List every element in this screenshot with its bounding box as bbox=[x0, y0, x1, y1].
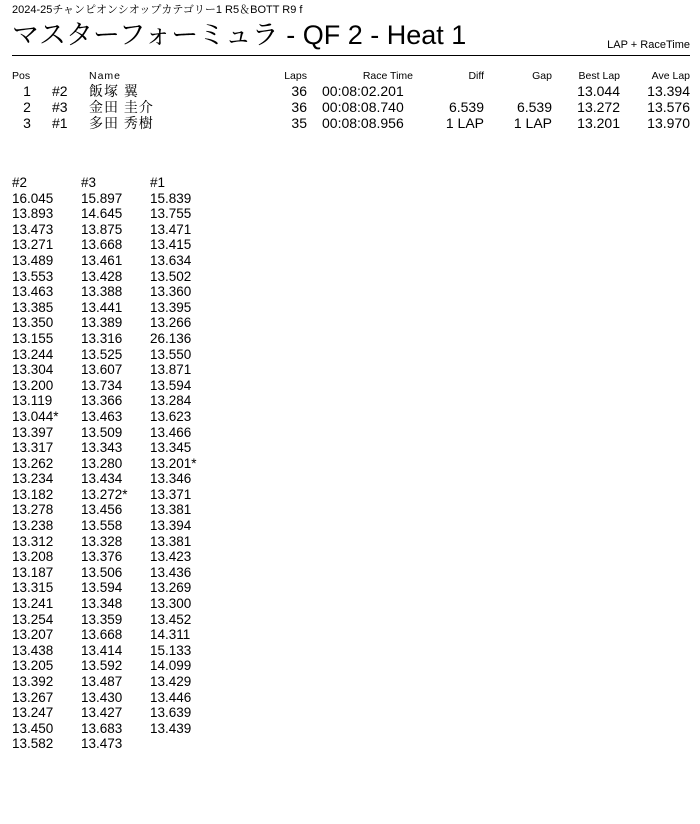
lap-time: 13.550 bbox=[150, 346, 192, 362]
lap-time: 13.155 bbox=[12, 330, 54, 346]
column-header-pos: Pos bbox=[12, 70, 31, 82]
results-header-row bbox=[12, 70, 690, 83]
lap-time: 13.594 bbox=[81, 580, 123, 596]
lap-time: 13.371 bbox=[150, 486, 192, 502]
lap-time: 13.269 bbox=[150, 580, 192, 596]
lap-time: 13.875 bbox=[81, 221, 123, 237]
lap-time: 13.438 bbox=[12, 642, 54, 658]
report-type-label: LAP + RaceTime bbox=[607, 39, 690, 51]
lap-time: 13.360 bbox=[150, 284, 192, 300]
lap-time: 13.388 bbox=[81, 284, 123, 300]
cell-diff: 1 LAP bbox=[445, 115, 484, 131]
cell-number: #3 bbox=[52, 99, 68, 115]
cell-name: 金田 圭介 bbox=[89, 99, 154, 115]
cell-laps: 35 bbox=[291, 115, 307, 131]
lap-time: 13.755 bbox=[150, 206, 192, 222]
lap-time: 13.201* bbox=[150, 455, 197, 471]
lap-time: 13.414 bbox=[81, 642, 123, 658]
page-title: マスターフォーミュラ - QF 2 - Heat 1 bbox=[12, 20, 467, 50]
lap-time: 13.506 bbox=[81, 564, 123, 580]
lap-time: 13.345 bbox=[150, 440, 192, 456]
lap-time: 13.427 bbox=[81, 705, 123, 721]
lap-time: 13.381 bbox=[150, 502, 192, 518]
column-header-race-time: Race Time bbox=[362, 70, 413, 82]
cell-gap: 1 LAP bbox=[513, 115, 552, 131]
cell-pos: 3 bbox=[23, 115, 31, 131]
lap-time: 13.208 bbox=[12, 549, 54, 565]
lap-time: 13.463 bbox=[12, 284, 54, 300]
lap-time: 13.317 bbox=[12, 440, 54, 456]
lap-time: 13.254 bbox=[12, 611, 54, 627]
lap-time: 13.244 bbox=[12, 346, 54, 362]
column-header-gap: Gap bbox=[532, 70, 552, 82]
cell-laps: 36 bbox=[291, 83, 307, 99]
lap-time: 13.668 bbox=[81, 237, 123, 253]
lap-time: 16.045 bbox=[12, 190, 54, 206]
lap-time: 13.376 bbox=[81, 549, 123, 565]
lap-time: 13.200 bbox=[12, 377, 54, 393]
lap-time: 13.328 bbox=[81, 533, 123, 549]
table-row bbox=[12, 83, 690, 99]
lap-time: 13.452 bbox=[150, 611, 192, 627]
lap-time: 13.348 bbox=[81, 596, 123, 612]
lap-time: 13.300 bbox=[150, 596, 192, 612]
lap-time: 13.415 bbox=[150, 237, 192, 253]
lap-time: 13.489 bbox=[12, 252, 54, 268]
cell-ave-lap: 13.576 bbox=[647, 99, 690, 115]
lap-time: 13.284 bbox=[150, 393, 192, 409]
lap-time: 13.463 bbox=[81, 408, 123, 424]
column-header-diff: Diff bbox=[468, 70, 484, 82]
lap-time: 13.429 bbox=[150, 674, 192, 689]
column-header-laps: Laps bbox=[284, 70, 307, 82]
cell-number: #2 bbox=[52, 83, 68, 99]
lap-time: 13.582 bbox=[12, 736, 54, 752]
lap-time: 13.439 bbox=[150, 720, 192, 736]
lap-column-header: #2 bbox=[12, 175, 28, 190]
lap-time: 13.456 bbox=[81, 502, 123, 518]
event-subtitle: 2024-25チャンピオンシオップカテゴリー1 R5＆BOTT R9 f bbox=[12, 4, 303, 16]
lap-time: 13.423 bbox=[150, 549, 192, 565]
lap-time: 13.350 bbox=[12, 315, 54, 331]
lap-time: 13.434 bbox=[81, 471, 123, 487]
lap-time: 13.592 bbox=[81, 658, 123, 674]
cell-best-lap: 13.044 bbox=[577, 83, 620, 99]
lap-time: 13.558 bbox=[81, 518, 123, 534]
cell-diff: 6.539 bbox=[448, 99, 484, 115]
cell-name: 飯塚 翼 bbox=[89, 83, 139, 99]
lap-time: 13.594 bbox=[150, 377, 192, 393]
lap-time: 13.271 bbox=[12, 237, 54, 253]
lap-time: 13.473 bbox=[81, 736, 123, 752]
column-header-name: Name bbox=[89, 70, 122, 82]
cell-name: 多田 秀樹 bbox=[89, 115, 154, 131]
lap-time: 13.304 bbox=[12, 362, 54, 378]
lap-time: 13.394 bbox=[150, 518, 192, 534]
lap-time: 13.241 bbox=[12, 596, 54, 612]
cell-race-time: 00:08:08.740 bbox=[322, 99, 404, 115]
lap-time: 13.607 bbox=[81, 362, 123, 378]
lap-time: 13.247 bbox=[12, 705, 54, 721]
lap-time: 14.311 bbox=[150, 627, 191, 643]
lap-time: 13.502 bbox=[150, 268, 192, 284]
lap-time: 13.436 bbox=[150, 564, 192, 580]
lap-time: 13.623 bbox=[150, 408, 192, 424]
lap-time: 14.645 bbox=[81, 206, 123, 222]
lap-time: 13.262 bbox=[12, 455, 54, 471]
lap-time: 15.839 bbox=[150, 190, 192, 206]
lap-column bbox=[150, 175, 219, 752]
lap-time: 13.509 bbox=[81, 424, 123, 440]
lap-time: 13.389 bbox=[81, 315, 123, 331]
title-divider bbox=[12, 55, 690, 56]
lap-time: 13.473 bbox=[12, 221, 54, 237]
cell-race-time: 00:08:08.956 bbox=[322, 115, 404, 131]
lap-time: 13.683 bbox=[81, 720, 123, 736]
lap-column bbox=[12, 175, 81, 752]
cell-best-lap: 13.201 bbox=[577, 115, 620, 131]
lap-time: 13.871 bbox=[150, 362, 192, 378]
lap-time: 13.381 bbox=[150, 533, 192, 549]
lap-time: 13.266 bbox=[150, 315, 192, 331]
lap-time: 15.897 bbox=[81, 190, 123, 206]
cell-laps: 36 bbox=[291, 99, 307, 115]
cell-ave-lap: 13.970 bbox=[647, 115, 690, 131]
lap-time: 13.316 bbox=[81, 330, 123, 346]
lap-time: 14.099 bbox=[150, 658, 192, 674]
lap-time: 13.734 bbox=[81, 377, 123, 393]
lap-time: 13.668 bbox=[81, 627, 123, 643]
lap-time: 13.487 bbox=[81, 674, 123, 689]
column-header-best-lap: Best Lap bbox=[578, 70, 620, 82]
cell-best-lap: 13.272 bbox=[577, 99, 620, 115]
lap-time: 13.343 bbox=[81, 440, 123, 456]
lap-time: 13.450 bbox=[12, 720, 54, 736]
lap-time: 13.466 bbox=[150, 424, 192, 440]
cell-ave-lap: 13.394 bbox=[647, 83, 690, 99]
lap-time: 13.639 bbox=[150, 705, 192, 721]
lap-time: 13.238 bbox=[12, 518, 54, 534]
cell-number: #1 bbox=[52, 115, 68, 131]
lap-column-header: #1 bbox=[150, 175, 166, 190]
lap-time: 13.207 bbox=[12, 627, 54, 643]
lap-time: 13.280 bbox=[81, 455, 123, 471]
lap-time: 13.315 bbox=[12, 580, 54, 596]
lap-time: 13.428 bbox=[81, 268, 123, 284]
table-row bbox=[12, 115, 690, 131]
lap-time: 13.205 bbox=[12, 658, 54, 674]
lap-time: 13.278 bbox=[12, 502, 54, 518]
lap-time: 13.397 bbox=[12, 424, 54, 440]
lap-column bbox=[81, 175, 150, 752]
lap-time: 13.430 bbox=[81, 689, 123, 705]
lap-time: 13.553 bbox=[12, 268, 54, 284]
lap-time: 26.136 bbox=[150, 330, 192, 346]
lap-time: 13.044* bbox=[12, 408, 59, 424]
lap-time: 13.272* bbox=[81, 486, 128, 502]
lap-times-table bbox=[12, 175, 219, 752]
results-table bbox=[12, 70, 690, 131]
column-header-ave-lap: Ave Lap bbox=[651, 70, 690, 82]
lap-time: 13.392 bbox=[12, 674, 54, 689]
lap-time: 13.267 bbox=[12, 689, 54, 705]
lap-time: 13.893 bbox=[12, 206, 54, 222]
lap-time: 13.471 bbox=[150, 221, 192, 237]
lap-time: 13.346 bbox=[150, 471, 192, 487]
lap-column-header: #3 bbox=[81, 175, 97, 190]
table-row bbox=[12, 99, 690, 115]
lap-time: 13.446 bbox=[150, 689, 192, 705]
cell-race-time: 00:08:02.201 bbox=[322, 83, 404, 99]
lap-time: 13.366 bbox=[81, 393, 123, 409]
lap-time: 13.312 bbox=[12, 533, 54, 549]
lap-time: 15.133 bbox=[150, 642, 192, 658]
lap-time: 13.119 bbox=[12, 393, 53, 409]
lap-time: 13.359 bbox=[81, 611, 123, 627]
lap-time: 13.395 bbox=[150, 299, 192, 315]
lap-time: 13.525 bbox=[81, 346, 123, 362]
lap-time: 13.461 bbox=[81, 252, 123, 268]
lap-time: 13.234 bbox=[12, 471, 54, 487]
cell-pos: 1 bbox=[23, 83, 31, 99]
cell-pos: 2 bbox=[23, 99, 31, 115]
lap-time: 13.182 bbox=[12, 486, 54, 502]
cell-gap: 6.539 bbox=[516, 99, 552, 115]
lap-time: 13.385 bbox=[12, 299, 54, 315]
lap-time: 13.187 bbox=[12, 564, 54, 580]
lap-time: 13.441 bbox=[81, 299, 123, 315]
lap-time: 13.634 bbox=[150, 252, 192, 268]
